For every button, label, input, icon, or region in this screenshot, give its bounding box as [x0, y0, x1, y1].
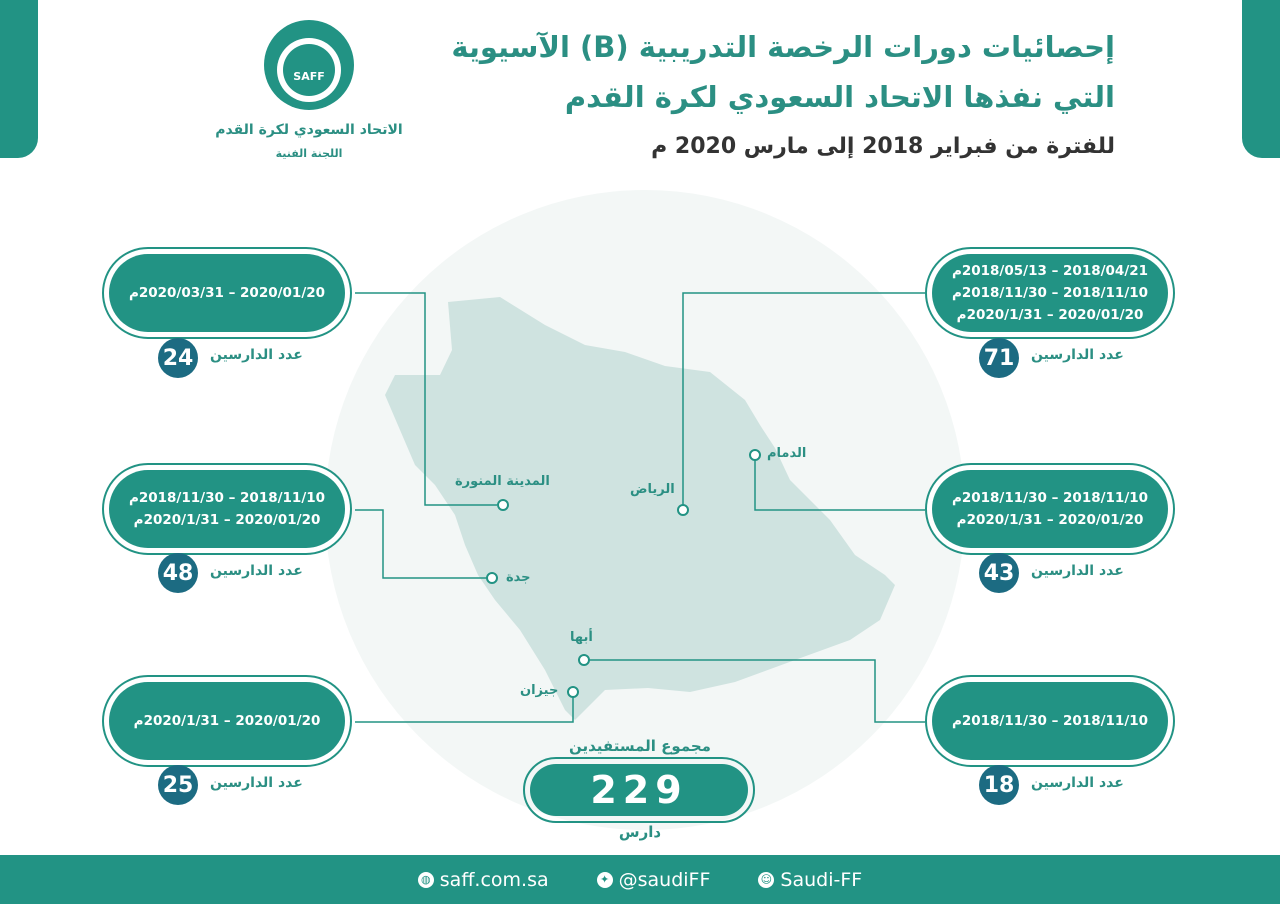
region-box-madinah [102, 247, 352, 339]
globe-icon: ◍ [418, 872, 434, 888]
city-label-abha: أبها [570, 630, 593, 645]
city-label-riyadh: الرياض [630, 482, 675, 497]
date-range: 2018/04/21 – 2018/05/13م [951, 263, 1149, 279]
total-value: 229 [530, 764, 748, 816]
participants-count-badge: 43 [979, 553, 1019, 593]
date-range: 2020/01/20 – 2020/1/31م [133, 713, 321, 729]
total-unit: دارس [618, 823, 662, 841]
date-range: 2018/11/10 – 2018/11/30م [128, 490, 326, 506]
date-range: 2020/01/20 – 2020/03/31م [128, 285, 326, 301]
snapchat-icon: ☺ [758, 872, 774, 888]
date-range: 2018/11/10 – 2018/11/30م [951, 490, 1149, 506]
date-range: 2018/11/10 – 2018/11/30م [951, 713, 1149, 729]
participants-count-badge: 24 [158, 338, 198, 378]
logo-text: SAFF [293, 70, 325, 83]
participants-label: عدد الدارسين [210, 775, 303, 791]
region-box-abha [925, 675, 1175, 767]
city-label-dammam: الدمام [767, 446, 807, 461]
city-label-jeddah: جدة [506, 570, 531, 585]
participants-label: عدد الدارسين [210, 563, 303, 579]
date-range: 2020/01/20 – 2020/1/31م [956, 512, 1144, 528]
city-marker-dammam [750, 450, 760, 460]
region-box-dammam [925, 463, 1175, 555]
date-range: 2020/01/20 – 2020/1/31م [133, 512, 321, 528]
participants-count-badge: 71 [979, 338, 1019, 378]
website-text: saff.com.sa [439, 868, 549, 891]
participants-count-badge: 48 [158, 553, 198, 593]
twitter-link[interactable] [597, 869, 711, 891]
total-box [523, 757, 755, 823]
twitter-icon: ✦ [597, 872, 613, 888]
saff-logo [262, 18, 356, 112]
city-label-madinah: المدينة المنورة [455, 474, 550, 489]
city-marker-abha [579, 655, 589, 665]
region-box-riyadh [925, 247, 1175, 339]
region-box-jeddah [102, 463, 352, 555]
date-range: 2018/11/10 – 2018/11/30م [951, 285, 1149, 301]
snapchat-handle: Saudi-FF [780, 868, 863, 891]
total-label: مجموع المستفيدين [569, 737, 711, 755]
twitter-handle: @saudiFF [618, 868, 711, 891]
organization-name: الاتحاد السعودي لكرة القدم [215, 122, 403, 138]
participants-label: عدد الدارسين [1031, 347, 1124, 363]
period-subtitle: للفترة من فبراير 2018 إلى مارس 2020 م [651, 134, 1115, 159]
snapchat-link[interactable] [758, 869, 862, 891]
participants-count-badge: 18 [979, 765, 1019, 805]
date-range: 2020/01/20 – 2020/1/31م [956, 307, 1144, 323]
city-marker-madinah [498, 500, 508, 510]
committee-name: اللجنة الفنية [275, 147, 343, 160]
city-marker-riyadh [678, 505, 688, 515]
region-box-jazan [102, 675, 352, 767]
participants-label: عدد الدارسين [1031, 563, 1124, 579]
title-line-2: التي نفذها الاتحاد السعودي لكرة القدم [564, 80, 1115, 114]
city-label-jazan: جيزان [520, 683, 559, 698]
title-line-1: إحصائيات دورات الرخصة التدريبية (B) الآسيوية [451, 30, 1115, 64]
city-marker-jazan [568, 687, 578, 697]
city-marker-jeddah [487, 573, 497, 583]
participants-label: عدد الدارسين [210, 347, 303, 363]
footer-bar [0, 855, 1280, 904]
website-link[interactable] [418, 869, 549, 891]
participants-label: عدد الدارسين [1031, 775, 1124, 791]
participants-count-badge: 25 [158, 765, 198, 805]
